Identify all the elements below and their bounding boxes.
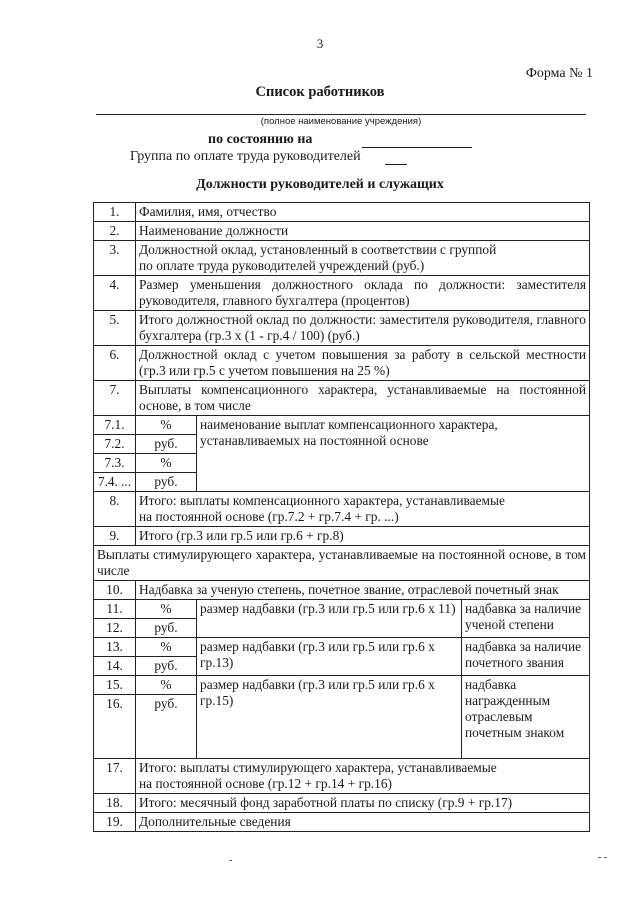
table-row	[94, 381, 590, 416]
row-label	[136, 492, 590, 527]
row-unit: %	[136, 638, 197, 657]
row-number: 2.	[94, 222, 136, 241]
institution-name-line	[96, 114, 586, 115]
allowance-type: надбавка за наличие ученой степени	[462, 600, 590, 638]
employee-form-table	[93, 202, 590, 832]
footer-mark-right: - -	[598, 852, 608, 863]
footer-mark-left: -	[229, 855, 233, 866]
row-label: Дополнительные сведения	[136, 813, 590, 832]
stimulating-payments-header: Выплаты стимулирующего характера, устанавливаемые на постоянной основе, в том числе	[94, 546, 590, 581]
compensation-description: наименование выплат компенсационного характера, устанавливаемых на постоянной основе	[197, 416, 590, 492]
table-row	[94, 600, 590, 619]
row-unit: руб.	[136, 657, 197, 676]
row-label: Размер уменьшения должностного оклада по должности: заместителя руководителя, главного бухгалтера (процентов)	[136, 276, 590, 311]
allowance-type: надбавка за наличие почетного звания	[462, 638, 590, 676]
row-unit: руб.	[136, 695, 197, 759]
row-number: 15.	[94, 676, 136, 695]
table-row	[94, 203, 590, 222]
row-number: 9.	[94, 527, 136, 546]
row-number: 7.3.	[94, 454, 136, 473]
row-number: 4.	[94, 276, 136, 311]
group-label: Группа по оплате труда руководителей	[130, 149, 361, 164]
row-label: Наименование должности	[136, 222, 590, 241]
row-label: Надбавка за ученую степень, почетное звание, отраслевой почетный знак	[136, 581, 590, 600]
row-label-line: на постоянной основе (гр.7.2 + гр.7.4 + гр. ...)	[139, 509, 399, 524]
row-label: Итого: месячный фонд заработной платы по списку (гр.9 + гр.17)	[136, 794, 590, 813]
allowance-size-description: размер надбавки (гр.3 или гр.5 или гр.6 х 11)	[197, 600, 462, 638]
row-number: 7.2.	[94, 435, 136, 454]
row-number: 12.	[94, 619, 136, 638]
table-row	[94, 759, 590, 794]
document-title: Список работников	[255, 84, 385, 100]
row-unit: %	[136, 416, 197, 435]
row-number: 7.	[94, 381, 136, 416]
row-label-line: Должностной оклад, установленный в соответствии с группой	[139, 242, 497, 257]
table-row	[94, 794, 590, 813]
row-label: Должностной оклад с учетом повышения за работу в сельской местности (гр.3 или гр.5 с учетом повышения на 25 %)	[136, 346, 590, 381]
table-row	[94, 276, 590, 311]
row-number: 1.	[94, 203, 136, 222]
table-row	[94, 311, 590, 346]
row-number: 5.	[94, 311, 136, 346]
section-title: Должности руководителей и служащих	[196, 177, 444, 192]
row-number: 7.1.	[94, 416, 136, 435]
row-number: 10.	[94, 581, 136, 600]
row-number: 3.	[94, 241, 136, 276]
row-unit: руб.	[136, 435, 197, 454]
table-row	[94, 241, 590, 276]
row-number: 13.	[94, 638, 136, 657]
table-row	[94, 416, 590, 435]
table-row	[94, 638, 590, 657]
table-row	[94, 676, 590, 695]
table-row	[94, 492, 590, 527]
page-number: 3	[316, 36, 324, 51]
row-label-line: Итого: выплаты стимулирующего характера, устанавливаемые	[139, 760, 497, 775]
row-label	[136, 241, 590, 276]
allowance-type: надбавка награжденным отраслевым почетным знаком	[462, 676, 590, 759]
institution-caption: (полное наименование учреждения)	[260, 116, 422, 127]
group-value-line	[385, 164, 407, 165]
row-number: 19.	[94, 813, 136, 832]
row-number: 16.	[94, 695, 136, 759]
row-number: 17.	[94, 759, 136, 794]
row-label-line: на постоянной основе (гр.12 + гр.14 + гр.16)	[139, 776, 392, 791]
allowance-size-description: размер надбавки (гр.3 или гр.5 или гр.6 х гр.13)	[197, 638, 462, 676]
row-label: Итого (гр.3 или гр.5 или гр.6 + гр.8)	[136, 527, 590, 546]
table-row	[94, 546, 590, 581]
as-of-label: по состоянию на	[208, 132, 313, 147]
row-number: 14.	[94, 657, 136, 676]
row-unit: %	[136, 676, 197, 695]
table-row	[94, 527, 590, 546]
row-label: Итого должностной оклад по должности: заместителя руководителя, главного бухгалтера (гр.3 х (1 - гр.4 / 100) (руб.)	[136, 311, 590, 346]
row-number: 6.	[94, 346, 136, 381]
row-unit: %	[136, 454, 197, 473]
row-label: Фамилия, имя, отчество	[136, 203, 590, 222]
row-number: 7.4. ...	[94, 473, 136, 492]
row-label-line: по оплате труда руководителей учреждений (руб.)	[139, 258, 425, 273]
row-number: 8.	[94, 492, 136, 527]
row-unit: %	[136, 600, 197, 619]
table-row	[94, 581, 590, 600]
as-of-date-line	[362, 147, 472, 148]
row-unit: руб.	[136, 473, 197, 492]
allowance-size-description: размер надбавки (гр.3 или гр.5 или гр.6 х гр.15)	[197, 676, 462, 759]
table-row	[94, 813, 590, 832]
table-row	[94, 222, 590, 241]
form-label: Форма № 1	[525, 66, 593, 81]
row-number: 18.	[94, 794, 136, 813]
row-label: Выплаты компенсационного характера, устанавливаемые на постоянной основе, в том числе	[136, 381, 590, 416]
row-unit: руб.	[136, 619, 197, 638]
row-label-line: Итого: выплаты компенсационного характера, устанавливаемые	[139, 493, 505, 508]
row-label	[136, 759, 590, 794]
row-number: 11.	[94, 600, 136, 619]
table-row	[94, 346, 590, 381]
